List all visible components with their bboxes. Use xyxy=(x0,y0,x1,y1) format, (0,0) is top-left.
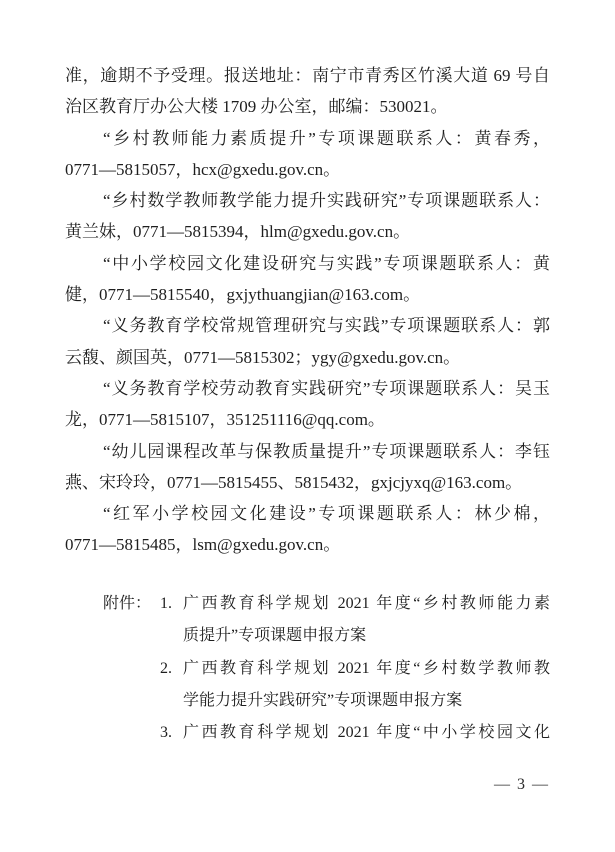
body-line: 0771—5815485，lsm@gxedu.gov.cn。 xyxy=(65,535,341,555)
body-line: “乡村教师能力素质提升”专项课题联系人：黄春秀， xyxy=(103,128,550,148)
attachment-number: 3. xyxy=(160,724,172,742)
attachment-line: 学能力提升实践研究”专项课题申报方案 xyxy=(183,691,463,709)
body-line: “义务教育学校劳动教育实践研究”专项课题联系人：吴玉 xyxy=(103,378,550,398)
attachment-number: 2. xyxy=(160,659,172,677)
attachments-list xyxy=(103,588,550,749)
body-line: 龙，0771—5815107，351251116@qq.com。 xyxy=(65,410,385,430)
body-line: “中小学校园文化建设研究与实践”专项课题联系人：黄 xyxy=(103,253,550,273)
body-line: 0771—5815057，hcx@gxedu.gov.cn。 xyxy=(65,159,341,179)
attachment-line: 广西教育科学规划 2021 年度“乡村数学教师教 xyxy=(183,659,550,677)
attachments-label: 附件： xyxy=(103,595,152,612)
body-line: “义务教育学校常规管理研究与实践”专项课题联系人：郭 xyxy=(103,316,550,336)
body-line: 黄兰妹，0771—5815394，hlm@gxedu.gov.cn。 xyxy=(65,222,411,242)
body-line: 准，逾期不予受理。报送地址：南宁市青秀区竹溪大道 69 号自 xyxy=(65,66,550,85)
attachment-item xyxy=(103,653,550,718)
body-line: 云馥、颜国英，0771—5815302；ygy@gxedu.gov.cn。 xyxy=(65,347,461,367)
attachment-line: 广西教育科学规划 2021 年度“中小学校园文化 xyxy=(183,724,550,742)
body-line: 治区教育厅办公大楼 1709 办公室，邮编：530021。 xyxy=(65,97,448,117)
document-body xyxy=(65,60,550,561)
attachment-item xyxy=(103,588,550,653)
page-number: — 3 — xyxy=(494,776,548,793)
attachment-number: 1. xyxy=(160,595,172,612)
body-line: 燕、宋玲玲，0771—5815455、5815432，gxjcjyxq@163.com。 xyxy=(65,472,523,492)
body-line: “幼儿园课程改革与保教质量提升”专项课题联系人：李钰 xyxy=(103,441,550,461)
body-line: 健，0771—5815540，gxjythuangjian@163.com。 xyxy=(65,285,421,305)
attachment-line: 质提升”专项课题申报方案 xyxy=(183,627,367,645)
attachment-line: 广西教育科学规划 2021 年度“乡村教师能力素 xyxy=(183,595,550,612)
attachment-item xyxy=(103,717,550,749)
body-line: “乡村数学教师教学能力提升实践研究”专项课题联系人： xyxy=(103,191,550,211)
body-line: “红军小学校园文化建设”专项课题联系人：林少棉， xyxy=(103,504,550,524)
